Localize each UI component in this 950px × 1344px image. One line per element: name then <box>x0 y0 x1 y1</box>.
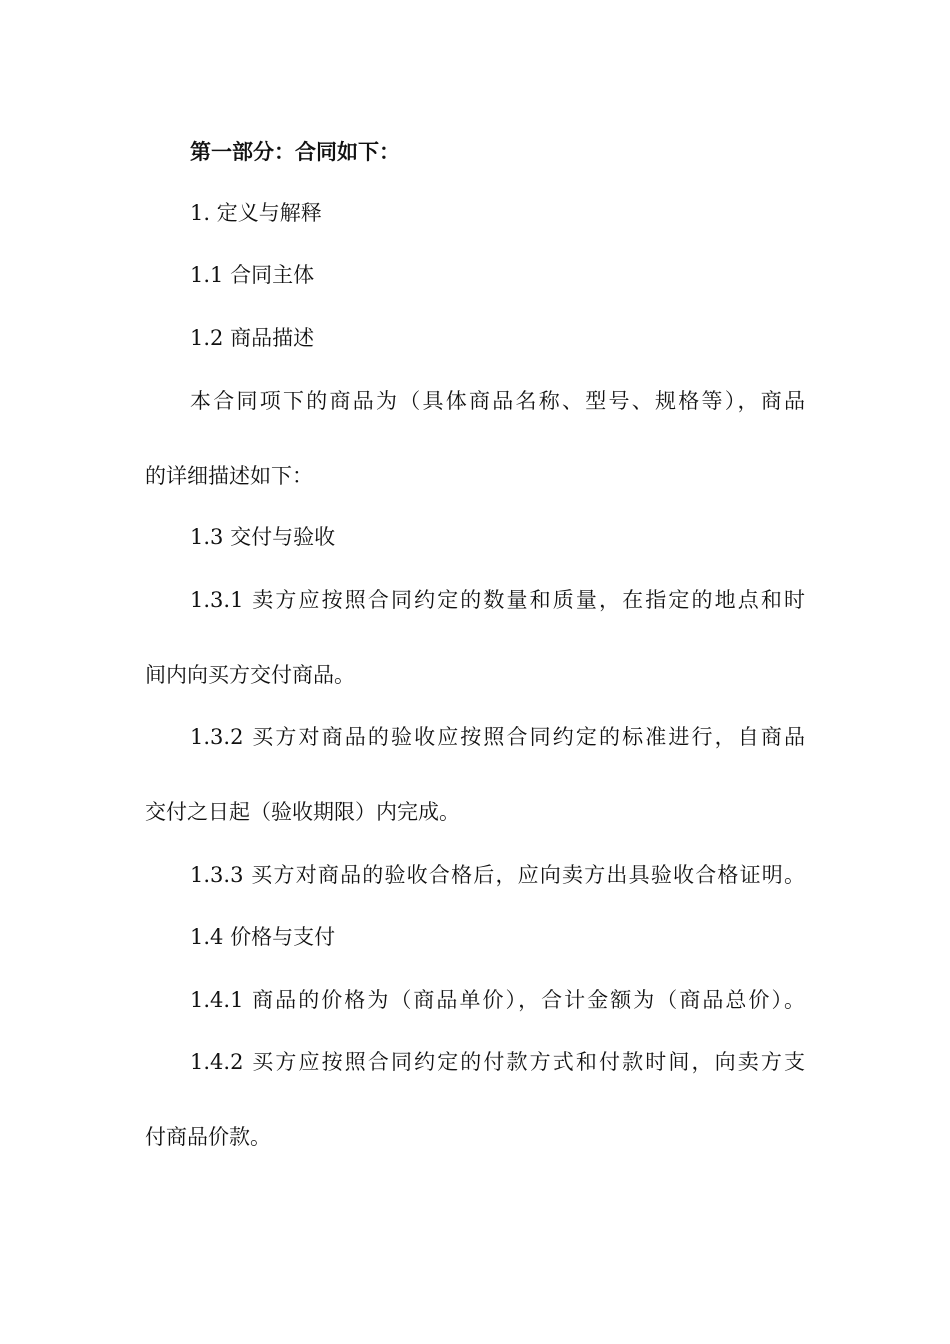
clause-1-4-1: 1.4.1 商品的价格为（商品单价），合计金额为（商品总价）。 <box>190 988 805 1012</box>
part-heading: 第一部分：合同如下： <box>190 140 400 164</box>
paragraph-goods-line-2: 的详细描述如下： <box>145 464 313 488</box>
paragraph-goods-line-1: 本合同项下的商品为（具体商品名称、型号、规格等），商品 <box>190 389 805 413</box>
clause-1-4-2-line-1: 1.4.2 买方应按照合同约定的付款方式和付款时间，向卖方支 <box>190 1050 805 1074</box>
section-1-1-title: 1.1 合同主体 <box>190 263 315 287</box>
section-1-3-title: 1.3 交付与验收 <box>190 525 336 549</box>
clause-1-3-2-line-1: 1.3.2 买方对商品的验收应按照合同约定的标准进行，自商品 <box>190 725 805 749</box>
section-1-4-title: 1.4 价格与支付 <box>190 925 336 949</box>
clause-1-3-1-line-1: 1.3.1 卖方应按照合同约定的数量和质量，在指定的地点和时 <box>190 588 805 612</box>
clause-1-4-2-line-2: 付商品价款。 <box>145 1125 271 1149</box>
clause-1-3-3: 1.3.3 买方对商品的验收合格后，应向卖方出具验收合格证明。 <box>190 863 805 887</box>
clause-1-3-2-line-2: 交付之日起（验收期限）内完成。 <box>145 800 460 824</box>
clause-1-3-1-line-2: 间内向买方交付商品。 <box>145 663 355 687</box>
section-1-title: 1. 定义与解释 <box>190 201 322 225</box>
section-1-2-title: 1.2 商品描述 <box>190 326 315 350</box>
